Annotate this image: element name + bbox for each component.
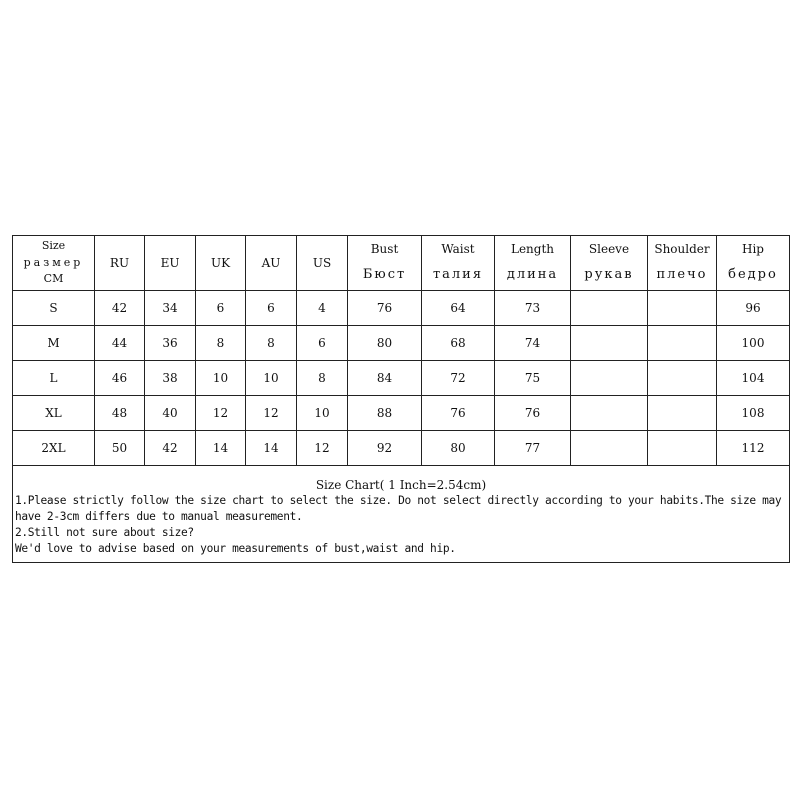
table-cell: 4: [297, 291, 348, 326]
table-cell: 74: [495, 326, 571, 361]
header-row: [13, 236, 790, 291]
header-label: Waist: [441, 242, 475, 257]
table-cell: [648, 431, 717, 466]
size-notes: [15, 477, 787, 557]
table-cell: 46: [95, 361, 145, 396]
table-cell: 92: [348, 431, 422, 466]
header-label: Bust: [370, 242, 399, 257]
table-cell: 76: [422, 396, 495, 431]
header-size-unit: CM: [43, 272, 64, 286]
size-label-cell: S: [13, 291, 95, 326]
size-label-cell: M: [13, 326, 95, 361]
table-cell: 6: [297, 326, 348, 361]
table-row: [13, 291, 790, 326]
header-cell-us: [297, 236, 348, 291]
table-cell: 8: [297, 361, 348, 396]
header-cell-sleeve: [571, 236, 648, 291]
table-cell: 84: [348, 361, 422, 396]
header-label-ru: длина: [506, 267, 559, 283]
note-line-1: 1.Please strictly follow the size chart to select the size. Do not select directly according to your habits.The size may have 2-3cm differs due to manual measurement.: [15, 494, 782, 523]
table-cell: 38: [145, 361, 196, 396]
table-cell: 12: [297, 431, 348, 466]
header-cell-shoulder: [648, 236, 717, 291]
table-cell: 40: [145, 396, 196, 431]
table-cell: 76: [495, 396, 571, 431]
table-cell: 14: [246, 431, 297, 466]
table-cell: 104: [717, 361, 790, 396]
header-label: US: [312, 255, 332, 270]
table-cell: 80: [422, 431, 495, 466]
table-cell: [648, 361, 717, 396]
table-cell: 76: [348, 291, 422, 326]
table-cell: 75: [495, 361, 571, 396]
header-cell-hip: [717, 236, 790, 291]
table-cell: 12: [196, 396, 246, 431]
header-label-ru: рукав: [584, 267, 634, 283]
table-cell: [571, 396, 648, 431]
header-label: AU: [261, 255, 281, 270]
header-size-label-ru: размер: [23, 255, 84, 269]
header-label: UK: [210, 255, 231, 270]
table-cell: 100: [717, 326, 790, 361]
table-cell: 42: [145, 431, 196, 466]
table-cell: 6: [196, 291, 246, 326]
note-line-3: We'd love to advise based on your measurements of bust,waist and hip.: [15, 542, 456, 555]
header-cell-uk: [196, 236, 246, 291]
table-cell: 10: [297, 396, 348, 431]
table-cell: [571, 431, 648, 466]
header-label: Sleeve: [588, 242, 630, 257]
size-label-cell: 2XL: [13, 431, 95, 466]
table-cell: 50: [95, 431, 145, 466]
header-label-ru: плечо: [656, 267, 708, 283]
size-label-cell: L: [13, 361, 95, 396]
table-cell: 96: [717, 291, 790, 326]
table-cell: 8: [246, 326, 297, 361]
table-cell: 42: [95, 291, 145, 326]
table-cell: [571, 361, 648, 396]
table-cell: 72: [422, 361, 495, 396]
table-cell: [648, 291, 717, 326]
table-cell: [648, 326, 717, 361]
header-label-ru: Бюст: [362, 267, 407, 283]
header-label-ru: талия: [432, 267, 484, 283]
table-cell: 6: [246, 291, 297, 326]
table-cell: 12: [246, 396, 297, 431]
table-cell: 108: [717, 396, 790, 431]
table-cell: 44: [95, 326, 145, 361]
table-cell: 80: [348, 326, 422, 361]
table-cell: 77: [495, 431, 571, 466]
table-row: [13, 326, 790, 361]
header-cell-length: [495, 236, 571, 291]
header-label-ru: бедро: [728, 267, 778, 283]
header-label: EU: [160, 255, 180, 270]
table-cell: 48: [95, 396, 145, 431]
header-label: Hip: [742, 242, 764, 257]
header-size-label: Size: [41, 239, 66, 253]
table-cell: [648, 396, 717, 431]
table-cell: 68: [422, 326, 495, 361]
header-label: Length: [510, 242, 555, 257]
table-row: [13, 396, 790, 431]
header-cell-bust: [348, 236, 422, 291]
table-row: [13, 431, 790, 466]
table-row: [13, 361, 790, 396]
table-cell: 34: [145, 291, 196, 326]
table-cell: 64: [422, 291, 495, 326]
table-cell: 36: [145, 326, 196, 361]
header-label: RU: [109, 255, 130, 270]
table-cell: 73: [495, 291, 571, 326]
table-cell: 10: [196, 361, 246, 396]
header-cell-waist: [422, 236, 495, 291]
size-chart: [12, 235, 790, 563]
table-cell: 88: [348, 396, 422, 431]
table-cell: 10: [246, 361, 297, 396]
size-label-cell: XL: [13, 396, 95, 431]
header-cell-eu: [145, 236, 196, 291]
size-table: [12, 235, 790, 466]
note-line-2: 2.Still not sure about size?: [15, 526, 194, 539]
table-cell: 112: [717, 431, 790, 466]
size-chart-caption: Size Chart( 1 Inch=2.54cm): [315, 478, 487, 492]
table-cell: [571, 326, 648, 361]
table-cell: 14: [196, 431, 246, 466]
header-cell-au: [246, 236, 297, 291]
table-cell: [571, 291, 648, 326]
header-label: Shoulder: [654, 242, 710, 257]
header-size-cell: [13, 236, 95, 291]
table-cell: 8: [196, 326, 246, 361]
header-cell-ru: [95, 236, 145, 291]
